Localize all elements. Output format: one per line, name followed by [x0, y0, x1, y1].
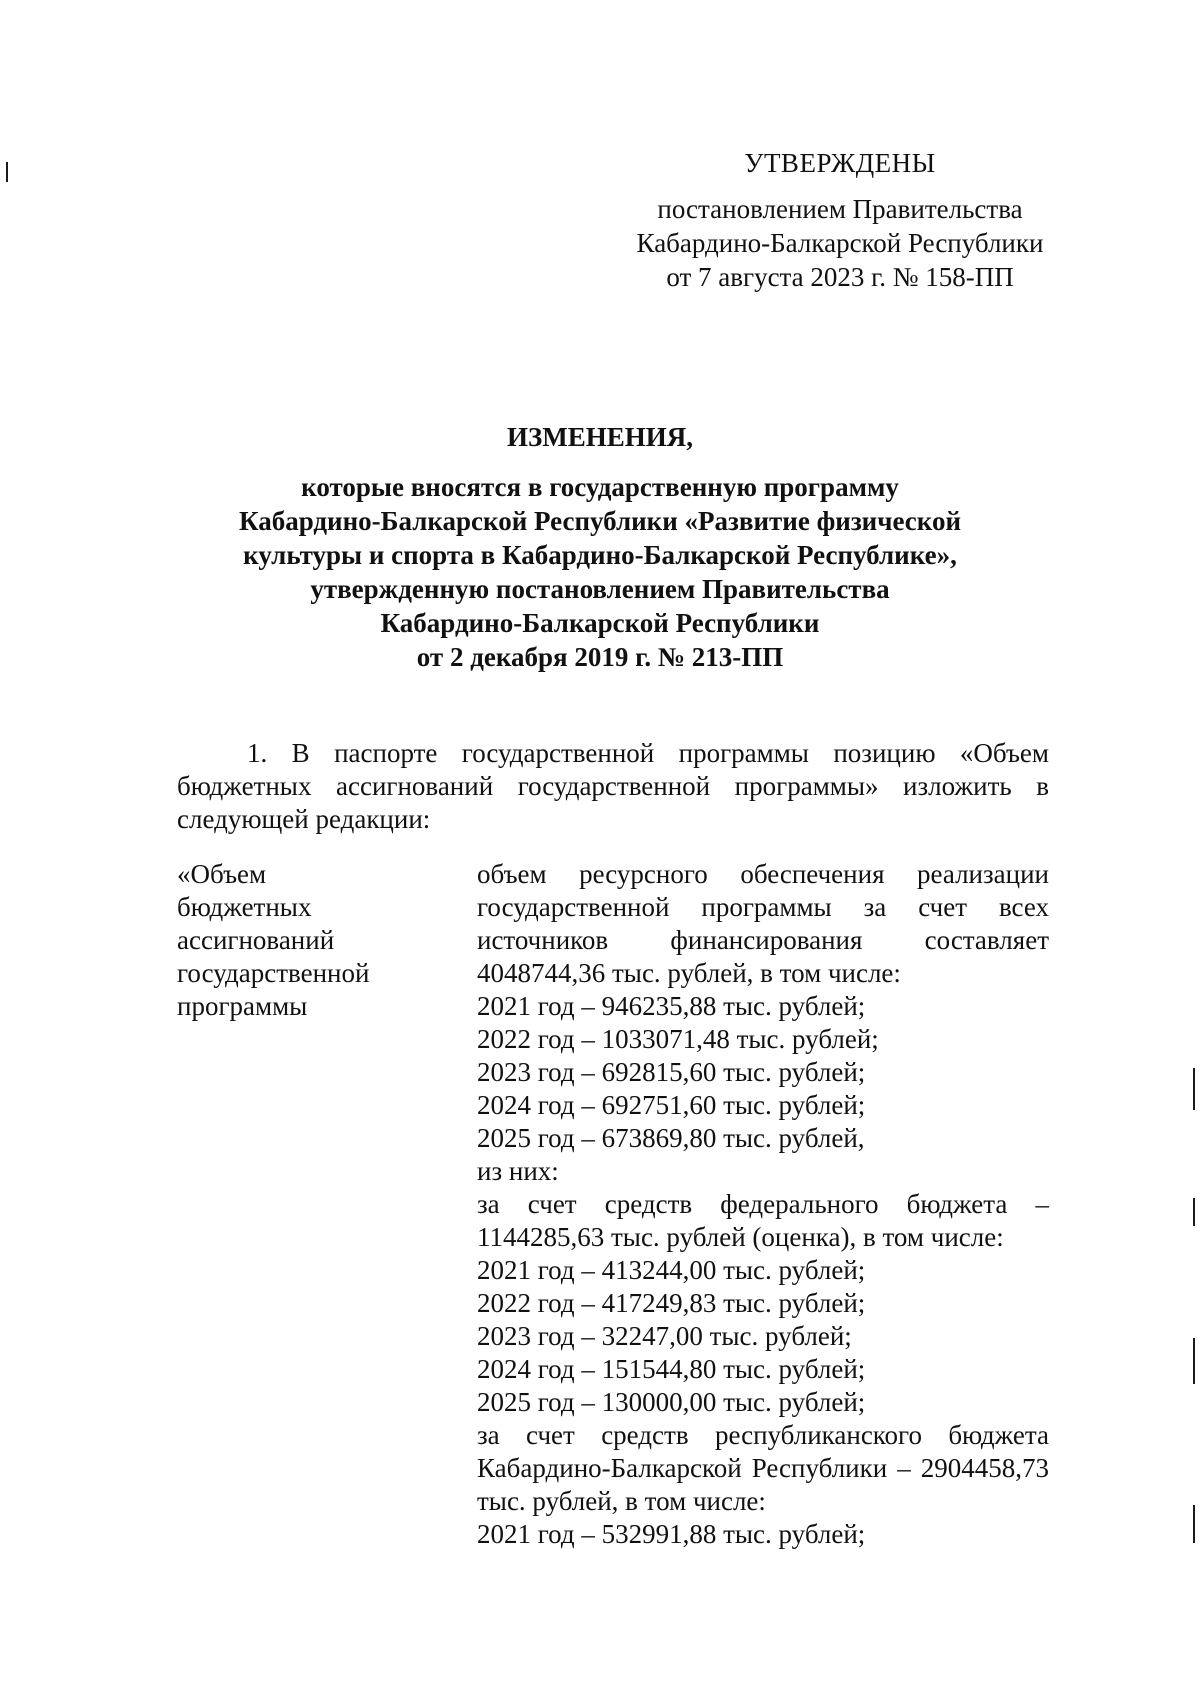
- passport-left-cell: [177, 858, 477, 1551]
- left-line: программы: [177, 991, 308, 1021]
- document-title: [160, 420, 1040, 674]
- approval-heading: УТВЕРЖДЕНЫ: [744, 148, 936, 178]
- federal-year-row: 2021 год – 413244,00 тыс. рублей;: [477, 1255, 866, 1285]
- of-them-label: из них:: [477, 1156, 559, 1186]
- scan-mark: [1193, 1068, 1195, 1110]
- title-heading: ИЗМЕНЕНИЯ,: [506, 422, 693, 452]
- title-line: от 2 декабря 2019 г. № 213-ПП: [416, 642, 784, 672]
- left-line: ассигнований: [177, 925, 335, 955]
- total-year-row: 2025 год – 673869,80 тыс. рублей,: [477, 1123, 865, 1153]
- approval-block: [620, 146, 1060, 294]
- approval-line: Кабардино-Балкарской Республики: [636, 228, 1044, 258]
- republic-year-row: 2021 год – 532991,88 тыс. рублей;: [477, 1519, 866, 1549]
- title-line: Кабардино-Балкарской Республики «Развитие физической: [238, 506, 962, 536]
- left-line: государственной: [177, 958, 370, 988]
- title-line: которые вносятся в государственную программу: [301, 472, 899, 502]
- left-line: бюджетных: [177, 892, 312, 922]
- total-year-row: 2024 год – 692751,60 тыс. рублей;: [477, 1090, 866, 1120]
- federal-year-row: 2024 год – 151544,80 тыс. рублей;: [477, 1354, 866, 1384]
- total-year-row: 2021 год – 946235,88 тыс. рублей;: [477, 991, 866, 1021]
- federal-year-row: 2025 год – 130000,00 тыс. рублей;: [477, 1387, 866, 1417]
- federal-year-row: 2022 год – 417249,83 тыс. рублей;: [477, 1288, 866, 1318]
- scan-mark: [1193, 1338, 1195, 1384]
- scan-mark: [1193, 1198, 1195, 1226]
- title-line: утвержденную постановлением Правительства: [310, 574, 890, 604]
- passport-right-cell: [477, 858, 1049, 1551]
- paragraph-1: 1. В паспорте государственной программы позицию «Объем бюджетных ассигнований государственной программы» изложить в следующей редакции:: [177, 738, 1049, 834]
- left-line: «Объем: [177, 859, 267, 889]
- title-line: культуры и спорта в Кабардино-Балкарской Республике»,: [243, 540, 957, 570]
- total-year-row: 2023 год – 692815,60 тыс. рублей;: [477, 1057, 866, 1087]
- total-intro: объем ресурсного обеспечения реализации государственной программы за счет всех источников финансирования составляет 4048744,36 тыс. рублей, в том числе:: [477, 859, 1049, 988]
- scan-mark: [6, 162, 8, 182]
- total-year-row: 2022 год – 1033071,48 тыс. рублей;: [477, 1024, 879, 1054]
- federal-intro: за счет средств федерального бюджета – 1144285,63 тыс. рублей (оценка), в том числе:: [477, 1189, 1049, 1252]
- passport-table: [177, 858, 1049, 1551]
- federal-year-row: 2023 год – 32247,00 тыс. рублей;: [477, 1321, 852, 1351]
- republic-intro: за счет средств республиканского бюджета Кабардино-Балкарской Республики – 2904458,73 тыс. рублей, в том числе:: [477, 1420, 1049, 1516]
- scan-mark: [1193, 1505, 1195, 1543]
- approval-date: от 7 августа 2023 г. № 158-ПП: [666, 262, 1014, 292]
- title-line: Кабардино-Балкарской Республики: [380, 608, 820, 638]
- approval-line: постановлением Правительства: [657, 194, 1023, 224]
